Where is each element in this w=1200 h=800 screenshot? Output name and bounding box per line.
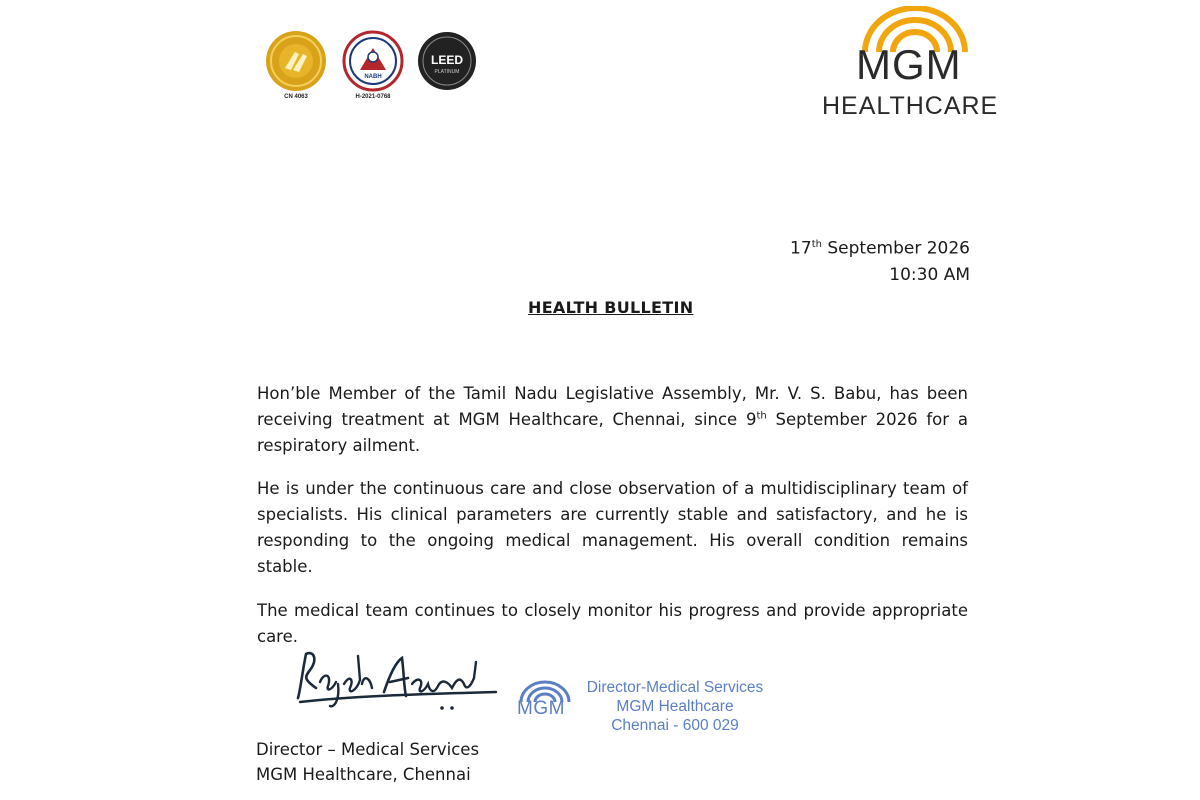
mgm-healthcare-logo	[820, 6, 1010, 122]
official-stamp	[515, 672, 785, 742]
logo-subtitle: HEALTHCARE	[822, 92, 999, 120]
signature-scribble-icon	[292, 644, 502, 716]
stamp-organization: MGM Healthcare	[616, 698, 734, 715]
signatory-organization: MGM Healthcare, Chennai	[256, 765, 471, 784]
logo-wordmark: MGM	[856, 41, 962, 88]
date-time-block	[790, 232, 970, 288]
nabh-accreditation-badge	[338, 30, 408, 120]
nabh-seal-icon	[338, 30, 408, 92]
nabh-certificate-number: H-2021-0768	[355, 94, 391, 100]
handwritten-signature	[292, 644, 502, 720]
stamp-designation: Director-Medical Services	[586, 679, 764, 696]
bulletin-time: 10:30 AM	[889, 264, 970, 285]
jci-certificate-number: CN 4063	[284, 94, 308, 100]
paragraph-admission: Hon’ble Member of the Tamil Nadu Legislative Assembly, Mr. V. S. Babu, has been receiving treatment at MGM Healthcare, Chennai, since 9th September 2026 for a respiratory ailment.	[257, 384, 968, 455]
paragraph-condition: He is under the continuous care and close observation of a multidisciplinary team of specialists. His clinical parameters are currently stable and satisfactory, and he is responding to the ongoing medical management. His overall condition remains stable.	[257, 479, 968, 576]
nabh-inner-label: NABH	[364, 74, 382, 80]
leed-seal-icon	[412, 30, 482, 92]
paragraph-monitoring: The medical team continues to closely monitor his progress and provide appropriate care.	[257, 601, 968, 646]
leed-level-label: PLATINUM	[434, 69, 460, 75]
signatory-designation: Director – Medical Services	[256, 740, 480, 759]
jci-seal-icon	[261, 30, 331, 92]
leed-inner-label: LEED	[430, 53, 464, 67]
jci-accreditation-badge	[261, 30, 331, 120]
leed-certification-badge	[412, 30, 482, 120]
stamp-logo-wordmark: MGM	[517, 698, 565, 719]
stamp-address: Chennai - 600 029	[611, 717, 739, 734]
bulletin-date: 17th September 2026	[790, 238, 970, 259]
bulletin-title: HEALTH BULLETIN	[528, 298, 694, 317]
